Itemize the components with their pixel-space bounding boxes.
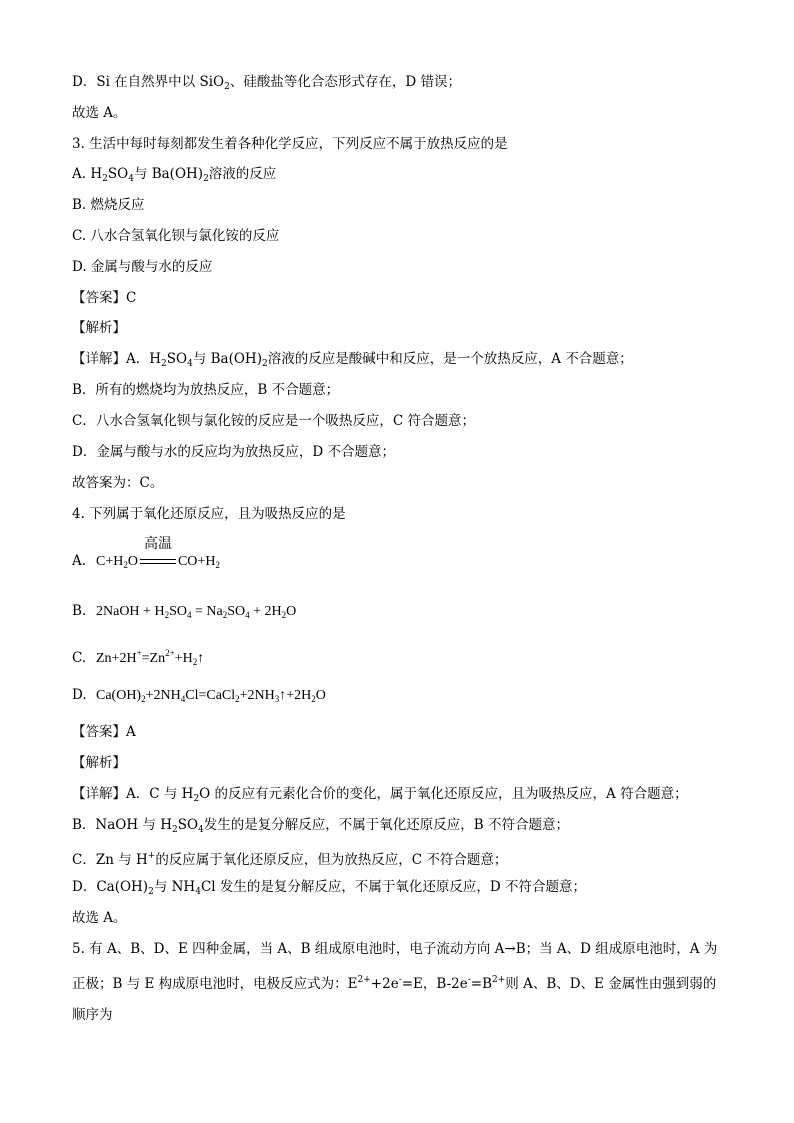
q5-stem xyxy=(72,934,722,1031)
text: +2NH xyxy=(239,688,275,703)
text: +H xyxy=(174,651,193,666)
q3-stem: 3. 生活中每时每刻都发生着各种化学反应，下列反应不属于放热反应的是 xyxy=(72,136,508,152)
subscript: 2 xyxy=(203,174,209,184)
subscript: 2 xyxy=(261,359,268,369)
q3-detail-d: D．金属与酸与水的反应均为放热反应，D 不合题意； xyxy=(72,444,395,460)
text: 5. 有 A、B、D、E 四种金属，当 A、B 组成原电池时，电子流动方向 A→B；当 A、D 组成原电池时，A 为正极；B 与 E 构成原电池时，电极反应式为：E xyxy=(72,941,718,992)
text: +2NH xyxy=(145,688,181,703)
q4-option-b xyxy=(72,601,722,625)
text: D．Si 在自然界中以 SiO xyxy=(72,74,225,90)
subscript: 2 xyxy=(235,694,240,704)
q3-option-a xyxy=(72,164,722,189)
text: 溶液的反应是酸碱中和反应，是一个放热反应，A 不合题意； xyxy=(267,351,633,367)
subscript: 4 xyxy=(195,887,201,897)
q2-option-d-explanation xyxy=(72,72,722,97)
text: O 的反应有元素化合价的变化，属于氧化还原反应，且为吸热反应，A 符合题意； xyxy=(199,786,688,802)
text: 则 A、B、D、E 金属性由强到弱的顺序为 xyxy=(72,976,717,1023)
subscript: 2 xyxy=(281,610,287,620)
subscript: 2 xyxy=(102,174,108,184)
subscript: 4 xyxy=(245,610,250,620)
subscript: 4 xyxy=(186,610,192,620)
q4-detail-a xyxy=(72,784,722,809)
text: Cl 发生的是复分解反应，不属于氧化还原反应，D 不符合题意； xyxy=(200,879,586,895)
q3-analysis-tag: 【解析】 xyxy=(72,320,126,336)
q3-detail-c: C．八水合氢氧化钡与氯化铵的反应是一个吸热反应，C 符合题意； xyxy=(72,413,475,429)
q4-option-a xyxy=(72,537,722,575)
text: H xyxy=(90,166,103,182)
subscript: 4 xyxy=(180,694,186,704)
answer-tag: 【答案】 xyxy=(72,290,126,306)
subscript: 2 xyxy=(171,825,178,835)
text: 、硅酸盐等化合态形式存在，D 错误； xyxy=(229,74,461,90)
text: ↑+2H xyxy=(279,688,312,703)
text: Zn+2H xyxy=(96,651,137,666)
subscript: 2 xyxy=(192,657,198,667)
q4-option-d xyxy=(72,685,722,709)
superscript: + xyxy=(147,851,156,861)
text: CO+H xyxy=(177,554,216,569)
superscript: 2+ xyxy=(357,975,371,985)
subscript: 2 xyxy=(311,694,316,704)
superscript: + xyxy=(136,648,142,658)
text: A．H xyxy=(126,351,162,367)
text: D．Ca(OH) xyxy=(72,879,149,895)
text: SO xyxy=(177,817,199,833)
text: + 2H xyxy=(249,604,282,619)
text: 发生的是复分解反应，不属于氧化还原反应，B 不符合题意； xyxy=(203,817,569,833)
subscript: 4 xyxy=(128,174,134,184)
text: Cl=CaCl xyxy=(185,688,236,703)
detail-tag: 【详解】 xyxy=(72,351,126,367)
text: 的反应属于氧化还原反应，但为放热反应，C 不符合题意； xyxy=(155,852,508,868)
subscript: 4 xyxy=(187,359,193,369)
subscript: 2 xyxy=(193,794,200,804)
detail-tag: 【详解】 xyxy=(72,786,126,802)
subscript: 2 xyxy=(222,610,228,620)
text: 2NaOH + H xyxy=(96,604,165,619)
equation xyxy=(96,537,220,570)
text: 溶液的反应 xyxy=(208,166,277,182)
text: Ca(OH) xyxy=(96,688,142,703)
q4-detail-d xyxy=(72,877,722,902)
subscript: 2 xyxy=(141,694,146,704)
subscript: 3 xyxy=(274,694,280,704)
text: =Zn xyxy=(141,651,166,666)
text: O xyxy=(127,554,138,569)
equation xyxy=(96,604,296,619)
q4-detail-b xyxy=(72,815,722,840)
option-letter: D. xyxy=(72,687,87,703)
equation xyxy=(96,688,326,703)
q4-conclusion: 故选 A。 xyxy=(72,910,127,926)
option-letter: A. xyxy=(72,553,87,569)
text: = Na xyxy=(191,604,223,619)
answer-value: C xyxy=(126,290,137,306)
subscript: 2 xyxy=(215,560,220,570)
reaction-condition: 高温 xyxy=(143,537,172,552)
subscript: 2 xyxy=(148,887,154,897)
superscript: - xyxy=(398,975,402,985)
subscript: 2 xyxy=(224,82,230,92)
text: 与 Ba(OH) xyxy=(133,166,204,182)
text: 与 NH xyxy=(153,879,196,895)
equation xyxy=(96,648,205,667)
text: A．C 与 H xyxy=(126,786,194,802)
superscript: - xyxy=(467,975,471,985)
text: =B xyxy=(470,976,492,992)
option-letter: C. xyxy=(72,650,87,666)
q3-detail-b: B．所有的燃烧均为放热反应，B 不合题意； xyxy=(72,382,340,398)
subscript: 4 xyxy=(198,825,204,835)
q4-answer xyxy=(72,722,722,742)
text: SO xyxy=(169,604,187,619)
text: =E，B-2e xyxy=(401,976,468,992)
text: +2e xyxy=(370,976,399,992)
text: C+H xyxy=(96,554,124,569)
subscript: 2 xyxy=(161,359,167,369)
subscript: 2 xyxy=(123,560,128,570)
q3-option-b: B. 燃烧反应 xyxy=(72,197,145,213)
option-letter: B. xyxy=(72,603,87,619)
q3-conclusion: 故答案为：C。 xyxy=(72,475,164,491)
answer-tag: 【答案】 xyxy=(72,724,126,740)
text: 与 Ba(OH) xyxy=(192,351,262,367)
reaction-condition-arrow xyxy=(140,537,176,572)
text: B．NaOH 与 H xyxy=(72,817,172,833)
option-letter: A. xyxy=(72,166,87,182)
q3-answer xyxy=(72,288,722,308)
text: O xyxy=(315,688,326,703)
superscript: 2+ xyxy=(165,648,175,658)
q4-option-c xyxy=(72,643,722,672)
text: C．Zn 与 H xyxy=(72,852,148,868)
text: ↑ xyxy=(197,651,205,666)
q2-conclusion: 故选 A。 xyxy=(72,105,127,121)
superscript: 2+ xyxy=(492,975,506,985)
q4-detail-c xyxy=(72,846,722,870)
text: SO xyxy=(166,351,188,367)
q3-detail-a xyxy=(72,349,722,374)
q3-option-d: D. 金属与酸与水的反应 xyxy=(72,259,213,275)
answer-value: A xyxy=(126,724,136,740)
text: SO xyxy=(107,166,129,182)
q4-stem: 4. 下列属于氧化还原反应，且为吸热反应的是 xyxy=(72,506,346,522)
text: SO xyxy=(227,604,246,619)
double-line-icon xyxy=(140,559,176,564)
text: O xyxy=(286,604,297,619)
q4-analysis-tag: 【解析】 xyxy=(72,755,126,771)
q3-option-c: C. 八水合氢氧化钡与氯化铵的反应 xyxy=(72,228,280,244)
subscript: 2 xyxy=(164,610,170,620)
